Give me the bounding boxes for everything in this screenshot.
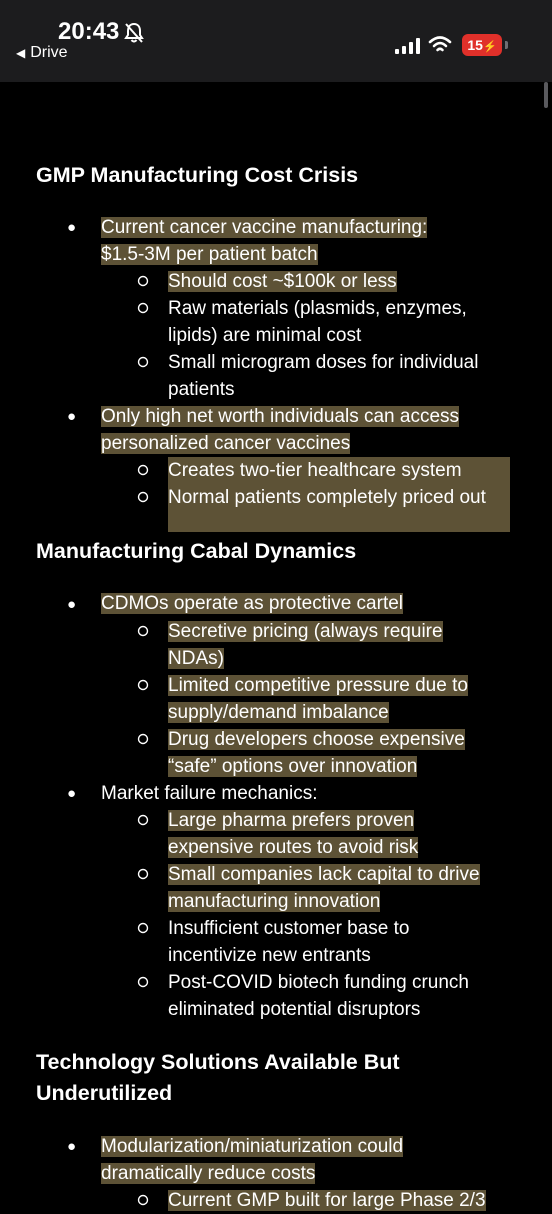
signal-icon [395,38,421,59]
scrollbar[interactable] [544,82,548,108]
list-item: “safe” options over innovation [168,756,418,777]
list-item: expensive routes to avoid risk [168,837,419,858]
list-item: patients [168,379,235,400]
list-item: lipids) are minimal cost [168,325,362,346]
list-item: incentivize new entrants [168,945,371,966]
bullet-icon: ● [67,408,77,425]
back-arrow-icon: ◀ [16,46,26,60]
circle-bullet-icon [137,814,149,826]
circle-bullet-icon [137,275,149,287]
list-item: supply/demand imbalance [168,702,389,723]
list-item: Should cost ~$100k or less [168,271,397,292]
wifi-icon [428,35,452,60]
circle-bullet-icon [137,679,149,691]
list-item: Large pharma prefers proven [168,810,415,831]
list-item: Current cancer vaccine manufacturing: [101,217,428,238]
circle-bullet-icon [137,733,149,745]
bell-muted-icon [124,22,144,49]
section-heading-gmp: GMP Manufacturing Cost Crisis [36,163,359,187]
bullet-icon: ● [67,219,77,236]
circle-bullet-icon [137,302,149,314]
back-label: Drive [30,44,68,61]
circle-bullet-icon [137,464,149,476]
circle-bullet-icon [137,491,149,503]
section-heading-technology-cont: Underutilized [36,1081,173,1105]
battery-tip [505,41,508,49]
bullet-icon: ● [67,596,77,613]
list-item: Creates two-tier healthcare system [168,460,462,481]
battery-level: 15 [467,37,483,53]
list-item: NDAs) [168,648,224,669]
list-item: eliminated potential disruptors [168,999,421,1020]
list-item: Drug developers choose expensive [168,729,465,750]
list-item: Small microgram doses for individual [168,352,479,373]
list-item: Raw materials (plasmids, enzymes, [168,298,467,319]
back-to-drive-button[interactable] [16,44,68,62]
circle-bullet-icon [137,922,149,934]
charging-icon: ⚡ [482,41,497,53]
document-viewer[interactable] [0,82,552,1211]
list-item: $1.5-3M per patient batch [101,244,318,265]
section-heading-technology: Technology Solutions Available But [36,1050,400,1074]
list-item: manufacturing innovation [168,891,381,912]
list-item: Small companies lack capital to drive [168,864,480,885]
list-item: personalized cancer vaccines [101,433,351,454]
bullet-icon: ● [67,1138,77,1155]
circle-bullet-icon [137,625,149,637]
list-item: Insufficient customer base to [168,918,410,939]
list-item: Current GMP built for large Phase 2/3 [168,1190,486,1211]
status-time: 20:43 [58,18,120,45]
list-item: dramatically reduce costs [101,1163,316,1184]
list-item: Limited competitive pressure due to [168,675,468,696]
list-item: Modularization/miniaturization could [101,1136,404,1157]
battery-indicator [462,34,502,56]
status-bar [0,0,552,82]
bullet-icon: ● [67,785,77,802]
list-item: Post-COVID biotech funding crunch [168,972,469,993]
list-item: Market failure mechanics: [101,783,318,804]
section-heading-cabal: Manufacturing Cabal Dynamics [36,539,357,563]
list-item: Normal patients completely priced out [168,487,486,508]
circle-bullet-icon [137,1194,149,1206]
circle-bullet-icon [137,356,149,368]
circle-bullet-icon [137,976,149,988]
list-item: CDMOs operate as protective cartel [101,593,404,614]
circle-bullet-icon [137,868,149,880]
list-item: Secretive pricing (always require [168,621,443,642]
list-item: Only high net worth individuals can access [101,406,460,427]
